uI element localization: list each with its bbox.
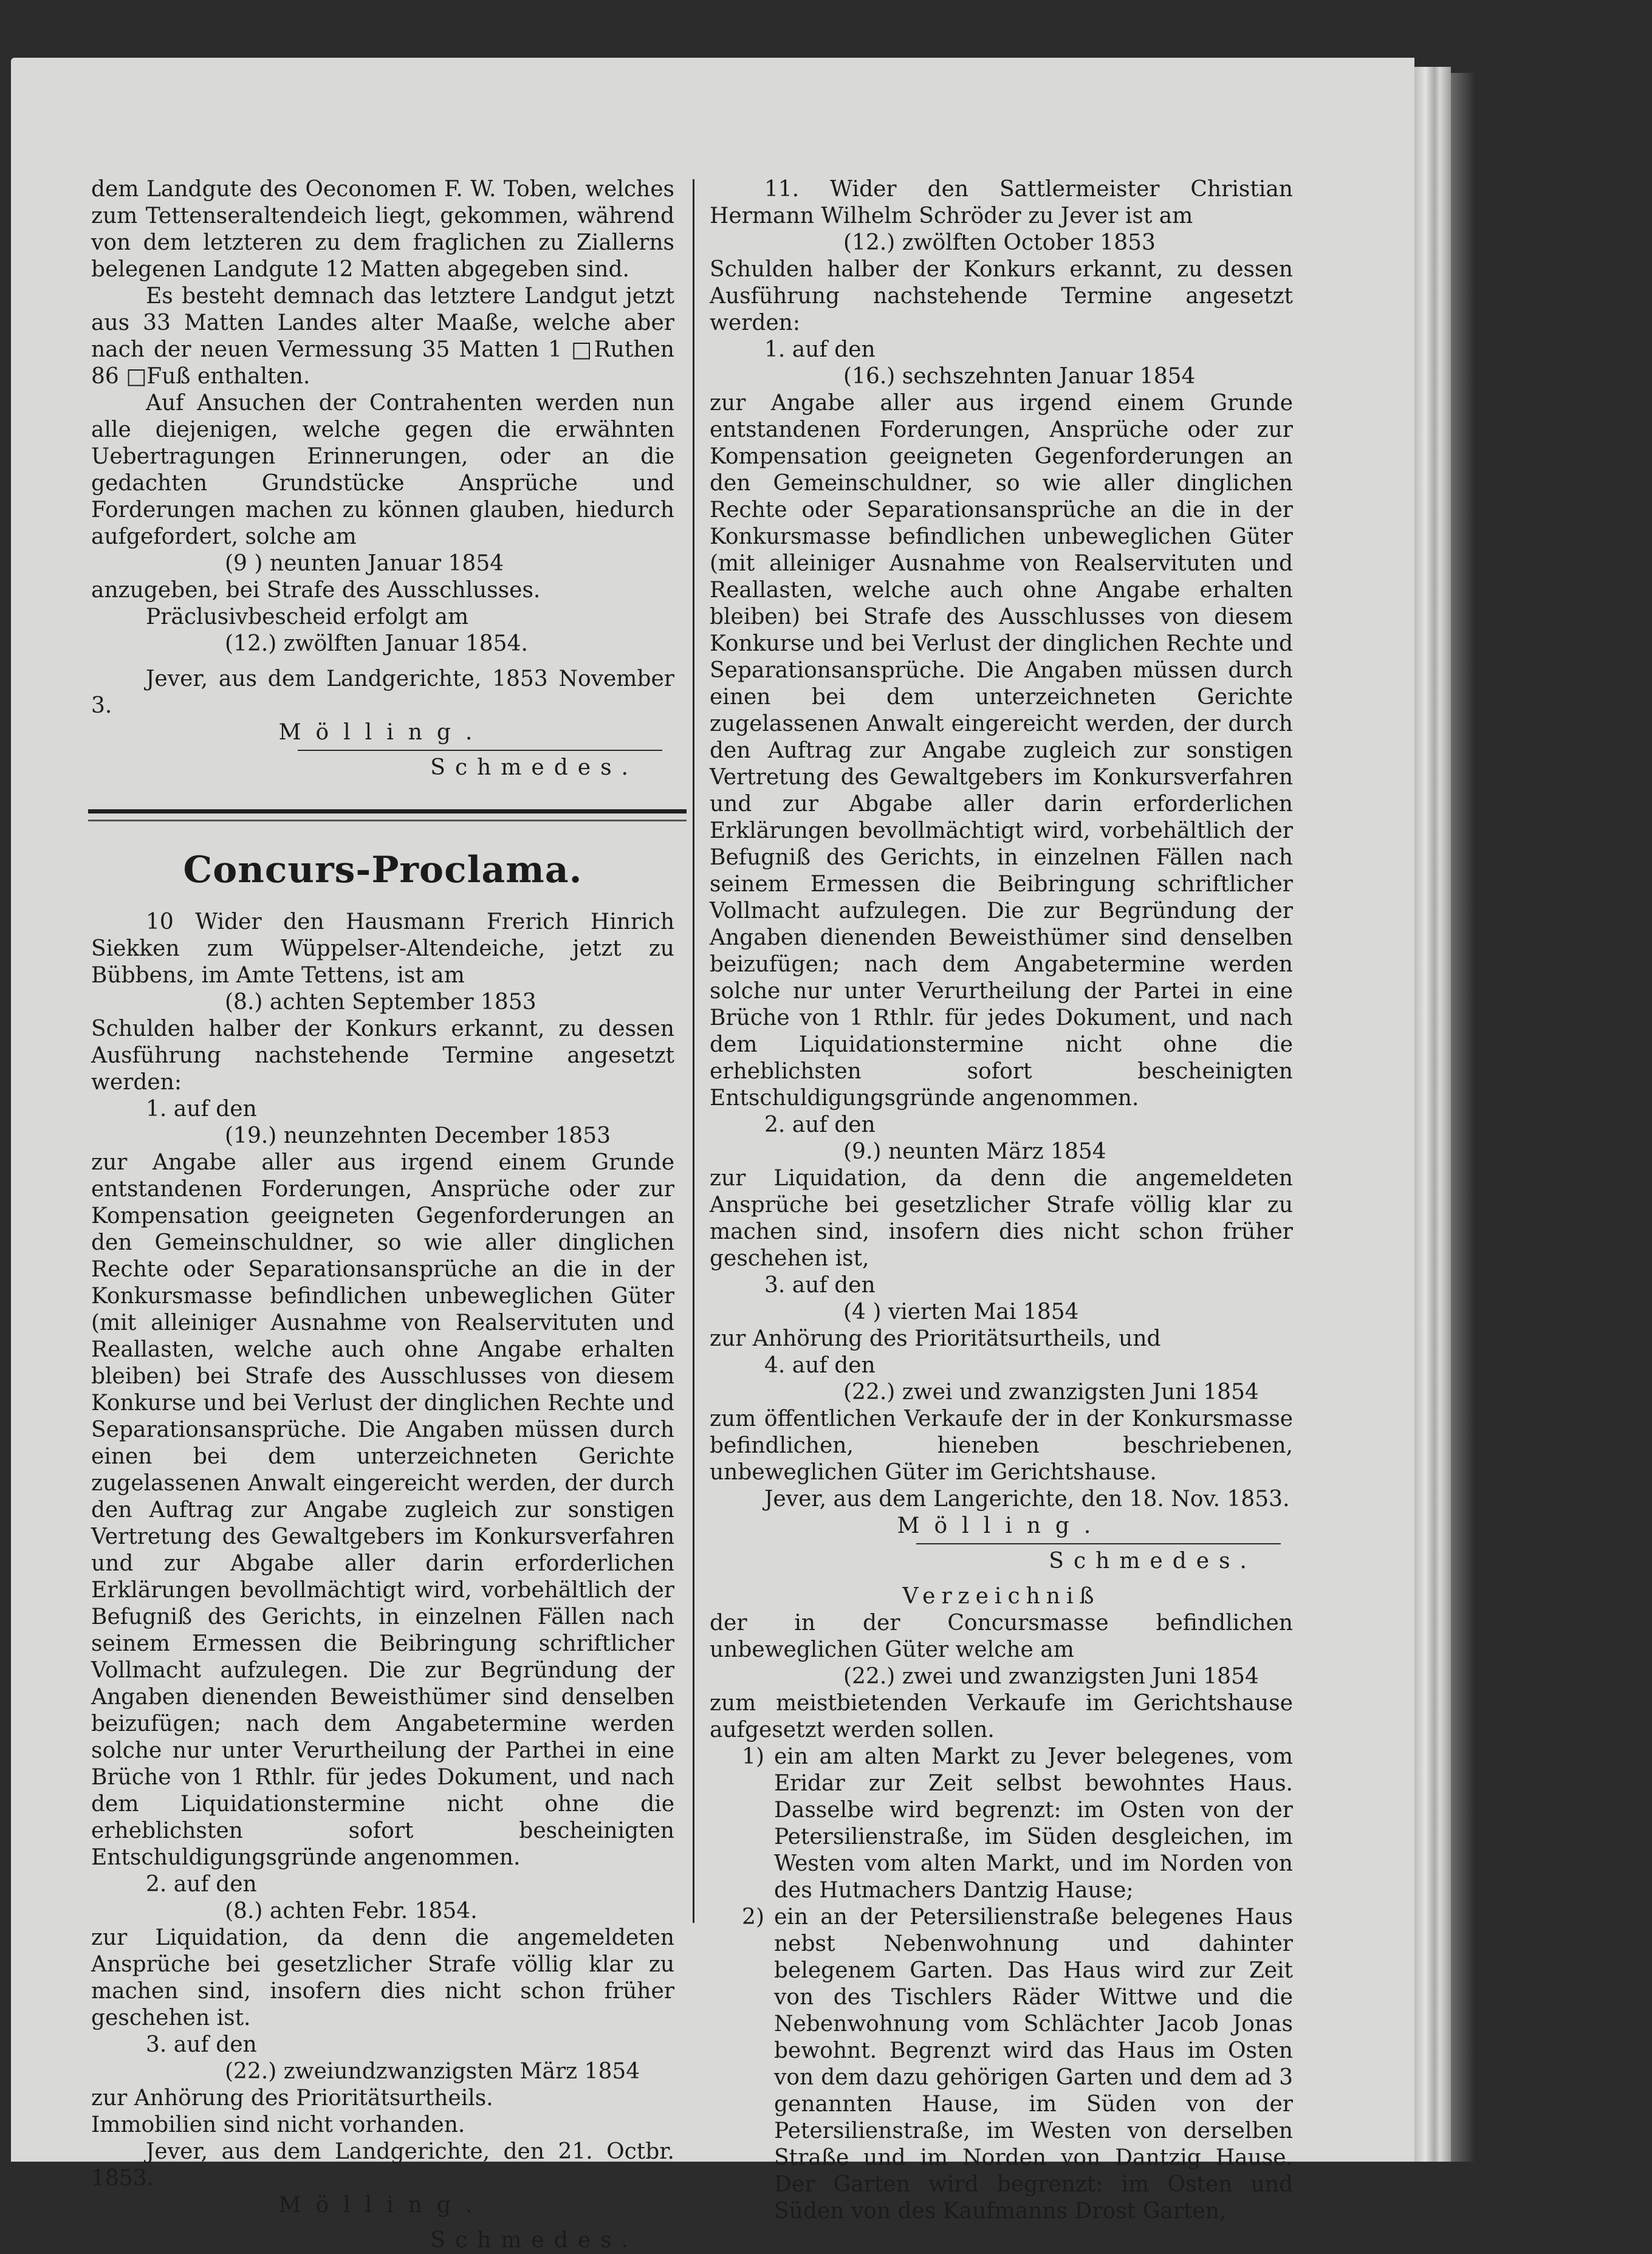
section-headline: Concurs-Proclama. [183, 849, 583, 891]
list-item-number: 1) [742, 1744, 764, 1769]
place-date: Jever, aus dem Langerichte, den 18. Nov. 1853. [764, 1487, 1290, 1512]
section-rule [88, 809, 687, 814]
term-date: (8.) achten September 1853 [225, 990, 536, 1015]
column-divider [693, 179, 694, 1923]
term-date: (19.) neunzehnten December 1853 [225, 1123, 611, 1148]
signature-rule [916, 1543, 1281, 1544]
term-date: (22.) zwei und zwanzigsten Juni 1854 [843, 1380, 1259, 1405]
paragraph: zum meistbietenden Verkaufe im Gerichtshause aufgesetzt werden sollen. [710, 1691, 1293, 1742]
signature-rule [298, 2222, 662, 2224]
right-column [710, 176, 1293, 2225]
term-date: (12.) zwölften Januar 1854. [225, 631, 528, 656]
signature: Schmedes. [430, 755, 638, 780]
paragraph: anzugeben, bei Strafe des Ausschlusses. [91, 578, 541, 603]
paragraph: zur Angabe aller aus irgend einem Grunde entstandenen Forderungen, Ansprüche oder zur Kompensation geeigneten Gegenforderungen an den Gemeinschuldner, so wie aller dinglichen Rechte oder Separationsansprüche an die in der Konkursmasse befindlichen unbeweglichen Güter (mit alleiniger Ausnahme von Realservituten und Reallasten, welche auch ohne Angabe erhalten bleiben) bei Strafe des Ausschlusses von diesem Konkurse und bei Verlust der dinglichen Rechte und Separationsansprüche. Die Angaben müssen durch einen bei dem unterzeichneten Gerichte zugelassenen Anwalt eingereicht werden, der durch den Auftrag zur Angabe zugleich zur sonstigen Vertretung des Gewaltgebers im Konkursverfahren und zur Abgabe aller darin erforderlichen Erklärungen bevollmächtigt wird, vorbehältlich der Befugniß des Gerichts, in einzelnen Fällen nach seinem Ermessen die Beibringung schriftlicher Vollmacht aufzulegen. Die zur Begründung der Angaben dienenden Beweisthümer sind denselben beizufügen; nach dem Angabetermine werden solche nur unter Verurtheilung der Parthei in eine Brüche von 1 Rthlr. für jedes Dokument, und nach dem Liquidationstermine nicht ohne die erheblichsten sofort bescheinigten Entschuldigungsgründe angenommen. [91, 1150, 674, 1870]
term-label: 3. auf den [764, 1273, 876, 1298]
term-date: (9 ) neunten Januar 1854 [225, 551, 504, 576]
term-date: (8.) achten Febr. 1854. [225, 1899, 478, 1923]
paragraph: Immobilien sind nicht vorhanden. [91, 2112, 465, 2137]
term-label: 3. auf den [146, 2032, 257, 2057]
place-date: Jever, aus dem Landgerichte, 1853 November 3. [91, 666, 674, 718]
paragraph: Präclusivbescheid erfolgt am [146, 605, 469, 629]
term-label: 2. auf den [764, 1112, 876, 1137]
signature: Mölling. [897, 1513, 1106, 1538]
paragraph: zur Anhörung des Prioritätsurtheils. [91, 2086, 493, 2111]
list-item-text: ein an der Petersilienstraße belegenes Haus nebst Nebenwohnung und dahinter belegenem Garten. Das Haus wird zur Zeit von des Tischlers Räder Wittwe und die Nebenwohnung vom Schlächter Jacob Jonas bewohnt. Begrenzt wird das Haus im Osten von dem dazu gehörigen Garten und dem ad 3 genannten Hause, im Süden von der Petersilienstraße, im Westen von derselben Straße und im Norden von Dantzig Hause. Der Garten wird begrenzt: im Osten und Süden von des Kaufmanns Drost Garten, [774, 1905, 1293, 2224]
term-date: (4 ) vierten Mai 1854 [843, 1300, 1079, 1324]
term-label: 1. auf den [146, 1097, 257, 1122]
paragraph: Es besteht demnach das letztere Landgut jetzt aus 33 Matten Landes alter Maaße, welche aber nach der neuen Vermessung 35 Matten 1 □Ruthen 86 □Fuß enthalten. [91, 284, 674, 389]
paragraph: zur Liquidation, da denn die angemeldeten Ansprüche bei gesetzlicher Strafe völlig klar zu machen sind, insofern dies nicht schon früher geschehen ist. [91, 1925, 674, 2030]
term-date: (12.) zwölften October 1853 [843, 230, 1156, 255]
list-item [710, 1744, 1293, 1904]
paragraph: dem Landgute des Oeconomen F. W. Toben, welches zum Tettenseraltendeich liegt, gekommen, während von dem letzteren zu dem fraglichen zu Ziallerns belegenen Landgute 12 Matten abgegeben sind. [91, 177, 674, 282]
paragraph: Schulden halber der Konkurs erkannt, zu dessen Ausführung nachstehende Termine angesetzt werden: [91, 1016, 674, 1095]
paragraph: Schulden halber der Konkurs erkannt, zu dessen Ausführung nachstehende Termine angesetzt werden: [710, 257, 1293, 335]
signature: Mölling. [278, 720, 487, 745]
term-date: (9.) neunten März 1854 [843, 1139, 1106, 1164]
signature: Schmedes. [430, 2228, 638, 2253]
place-date: Jever, aus dem Landgerichte, den 21. Octbr. 1853. [91, 2139, 674, 2191]
term-label: 1. auf den [764, 337, 876, 362]
term-label: 4. auf den [764, 1353, 876, 1378]
paragraph: der in der Concursmasse befindlichen unbeweglichen Güter welche am [710, 1611, 1293, 1662]
term-label: 2. auf den [146, 1872, 257, 1897]
signature: Schmedes. [1049, 1549, 1256, 1574]
signature-rule [298, 750, 662, 751]
paragraph: Auf Ansuchen der Contrahenten werden nun alle diejenigen, welche gegen die erwähnten Uebertragungen Erinnerungen, oder an die gedachten Grundstücke Ansprüche und Forderungen machen zu können glauben, hiedurch aufgefordert, solche am [91, 391, 674, 549]
list-title: Verzeichniß [902, 1584, 1100, 1609]
paragraph: zur Angabe aller aus irgend einem Grunde entstandenen Forderungen, Ansprüche oder zur Kompensation geeigneten Gegenforderungen an den Gemeinschuldner, so wie aller dinglichen Rechte oder Separationsansprüche an die in der Konkursmasse befindlichen unbeweglichen Güter (mit alleiniger Ausnahme von Realservituten und Reallasten, welche auch ohne Angabe erhalten bleiben) bei Strafe des Ausschlusses von diesem Konkurse und bei Verlust der dinglichen Rechte und Separationsansprüche. Die Angaben müssen durch einen bei dem unterzeichneten Gerichte zugelassenen Anwalt eingereicht werden, der durch den Auftrag zur Angabe zugleich zur sonstigen Vertretung des Gewaltgebers im Konkursverfahren und zur Abgabe aller darin erforderlichen Erklärungen bevollmächtigt wird, vorbehältlich der Befugniß des Gerichts, in einzelnen Fällen nach seinem Ermessen die Beibringung schriftlicher Vollmacht aufzulegen. Die zur Begründung der Angaben dienenden Beweisthümer sind denselben beizufügen; nach dem Angabetermine werden solche nur unter Verurtheilung der Partei in eine Brüche von 1 Rthlr. für jedes Dokument, und nach dem Liquidationstermine nicht ohne die erheblichsten sofort bescheinigten Entschuldigungsgründe angenommen. [710, 391, 1293, 1111]
term-date: (22.) zwei und zwanzigsten Juni 1854 [843, 1664, 1259, 1689]
left-column [91, 176, 674, 2254]
list-item [710, 1904, 1293, 2225]
paragraph: zur Liquidation, da denn die angemeldeten Ansprüche bei gesetzlicher Strafe völlig klar zu machen sind, insofern dies nicht schon früher geschehen ist, [710, 1166, 1293, 1271]
list-item-text: ein am alten Markt zu Jever belegenes, vom Eridar zur Zeit selbst bewohntes Haus. Dasselbe wird begrenzt: im Osten von der Petersilienstraße, im Süden desgleichen, im Westen vom alten Markt, und im Norden von des Hutmachers Dantzig Hause; [774, 1744, 1293, 1903]
term-date: (22.) zweiundzwanzigsten März 1854 [225, 2059, 640, 2084]
paragraph: 11. Wider den Sattlermeister Christian Hermann Wilhelm Schröder zu Jever ist am [710, 177, 1293, 228]
term-date: (16.) sechszehnten Januar 1854 [843, 364, 1196, 389]
paragraph: zur Anhörung des Prioritätsurtheils, und [710, 1326, 1161, 1351]
section-rule [88, 820, 687, 821]
page-shadow [1451, 73, 1475, 2162]
list-item-number: 2) [742, 1905, 764, 1930]
paragraph: zum öffentlichen Verkaufe der in der Konkursmasse befindlichen, hieneben beschriebenen, unbeweglichen Güter im Gerichtshause. [710, 1406, 1293, 1485]
paragraph: 10 Wider den Hausmann Frerich Hinrich Siekken zum Wüppelser-Altendeiche, jetzt zu Bübbens, im Amte Tettens, ist am [91, 909, 674, 988]
signature: Mölling. [278, 2193, 487, 2218]
page-edges [1414, 67, 1451, 2162]
